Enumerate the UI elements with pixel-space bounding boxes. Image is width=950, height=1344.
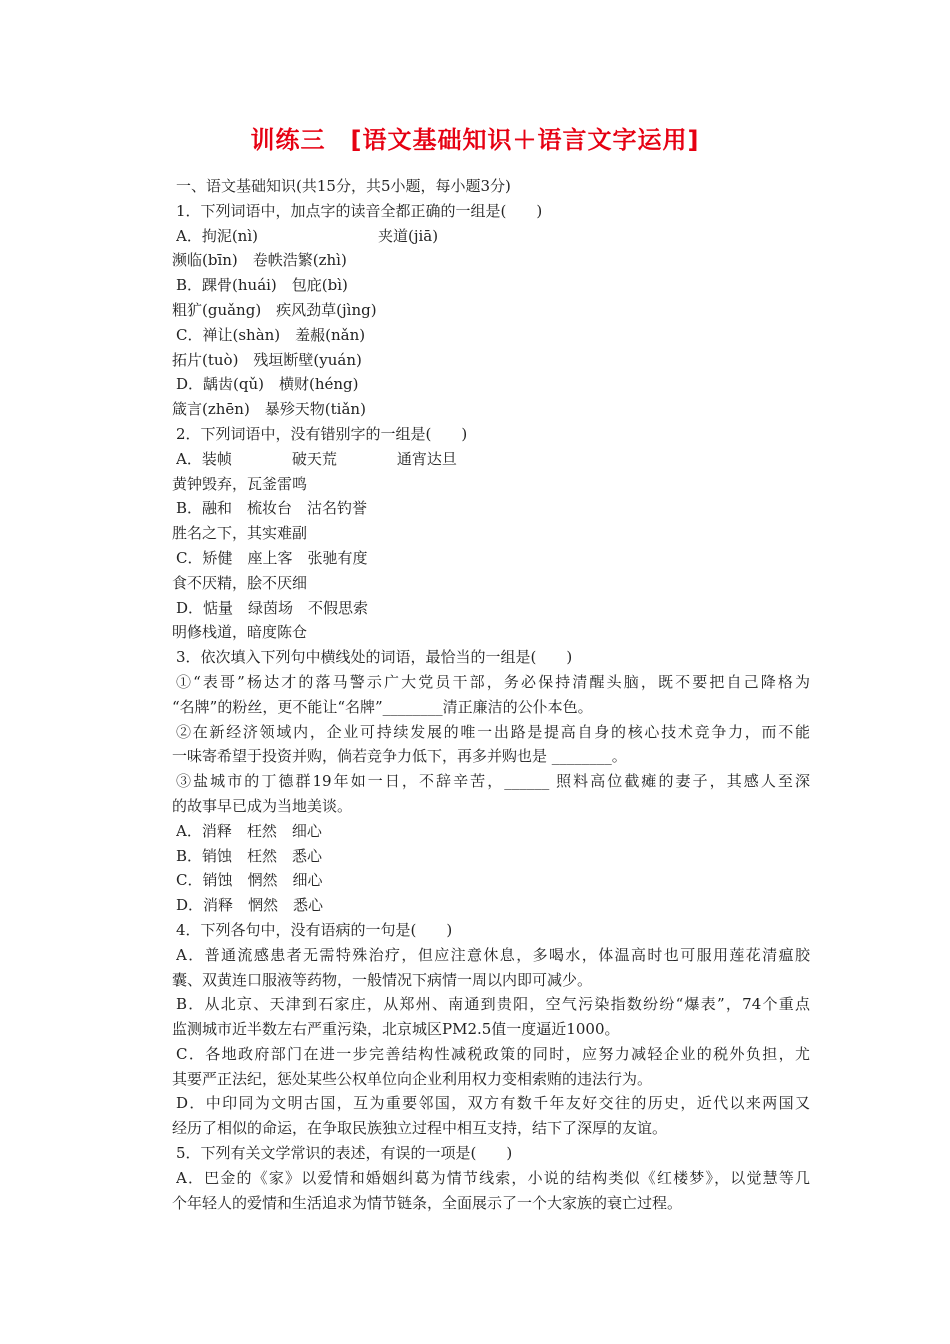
- text-line: B．销蚀 枉然 悉心: [176, 846, 323, 865]
- page-title: 训练三 [语文基础知识＋语言文字运用]: [250, 126, 700, 154]
- text-line: 5．下列有关文学常识的表述，有误的一项是( ): [176, 1144, 513, 1163]
- text-line: 2．下列词语中，没有错别字的一组是( ): [176, 424, 468, 443]
- text-line: C．销蚀 惘然 细心: [176, 871, 323, 890]
- text-line: D．惦量 绿茵场 不假思索: [176, 598, 369, 617]
- text-line: 其要严正法纪，惩处某些公权单位向企业利用权力变相索贿的违法行为。: [172, 1069, 653, 1088]
- text-line: A．巴金的《家》以爱情和婚姻纠葛为情节线索，小说的结构类似《红楼梦》，以觉慧等几: [176, 1168, 810, 1187]
- text-line: 胜名之下，其实难副: [172, 524, 308, 543]
- text-line: 箴言(zhēn) 暴殄天物(tiǎn): [172, 400, 366, 419]
- text-line: D．龋齿(qǔ) 横财(héng): [176, 375, 359, 394]
- text-line: B．从北京、天津到石家庄，从郑州、南通到贵阳，空气污染指数纷纷“爆表”，74个重点: [176, 995, 810, 1014]
- text-line: 濒临(bīn) 卷帙浩繁(zhì): [172, 251, 347, 270]
- text-line: 1．下列词语中，加点字的读音全都正确的一组是( ): [176, 201, 543, 220]
- text-line: 经历了相似的命运，在争取民族独立过程中相互支持，结下了深厚的友谊。: [172, 1119, 668, 1138]
- text-line: ③盐城市的丁德群19年如一日，不辞辛苦，______ 照料高位截瘫的妻子，其感人至深: [176, 772, 810, 791]
- text-line: A．消释 枉然 细心: [176, 821, 322, 840]
- text-line: A．装帧 破天荒 通宵达旦: [176, 449, 457, 468]
- text-line: 的故事早已成为当地美谈。: [172, 796, 353, 815]
- text-line: B．融和 梳妆台 沽名钓誉: [176, 499, 368, 518]
- text-line: A．拘泥(nì) 夹道(jiā): [176, 226, 439, 245]
- text-line: 明修栈道，暗度陈仓: [172, 623, 308, 642]
- text-line: 囊、双黄连口服液等药物，一般情况下病情一周以内即可减少。: [172, 970, 593, 989]
- text-line: C．各地政府部门在进一步完善结构性减税政策的同时，应努力减轻企业的税外负担，尤: [176, 1044, 810, 1063]
- text-line: ②在新经济领域内，企业可持续发展的唯一出路是提高自身的核心技术竞争力，而不能: [176, 722, 810, 741]
- exam-content: [172, 174, 810, 1215]
- text-line: C．禅让(shàn) 羞赧(nǎn): [176, 325, 366, 344]
- text-line: 个年轻人的爱情和生活追求为情节链条，全面展示了一个大家族的衰亡过程。: [172, 1193, 683, 1212]
- text-line: “名牌”的粉丝，更不能让“名牌”________清正廉洁的公仆本色。: [172, 697, 593, 716]
- text-line: 一、语文基础知识(共15分，共5小题，每小题3分): [176, 177, 511, 195]
- text-line: 黄钟毁弃，瓦釜雷鸣: [172, 474, 308, 493]
- text-line: 拓片(tuò) 残垣断壁(yuán): [172, 350, 362, 369]
- text-line: 监测城市近半数左右严重污染，北京城区PM2.5值一度逼近1000。: [172, 1020, 620, 1039]
- text-line: 4．下列各句中，没有语病的一句是( ): [176, 920, 453, 939]
- text-line: 一味寄希望于投资并购，倘若竞争力低下，再多并购也是 ________。: [172, 747, 627, 766]
- text-line: C．矫健 座上客 张驰有度: [176, 548, 368, 567]
- text-line: A．普通流感患者无需特殊治疗，但应注意休息，多喝水，体温高时也可服用莲花清瘟胶: [176, 945, 810, 964]
- text-line: 3．依次填入下列句中横线处的词语，最恰当的一组是( ): [176, 648, 573, 667]
- text-line: ①“表哥”杨达才的落马警示广大党员干部，务必保持清醒头脑，既不要把自己降格为: [176, 672, 810, 691]
- text-line: D．消释 惘然 悉心: [176, 896, 324, 915]
- text-line: B．踝骨(huái) 包庇(bì): [176, 276, 348, 295]
- text-line: 食不厌精，脍不厌细: [172, 573, 308, 592]
- text-line: D．中印同为文明古国，互为重要邻国，双方有数千年友好交往的历史，近代以来两国又: [176, 1094, 810, 1113]
- text-line: 粗犷(guǎng) 疾风劲草(jìng): [172, 300, 377, 319]
